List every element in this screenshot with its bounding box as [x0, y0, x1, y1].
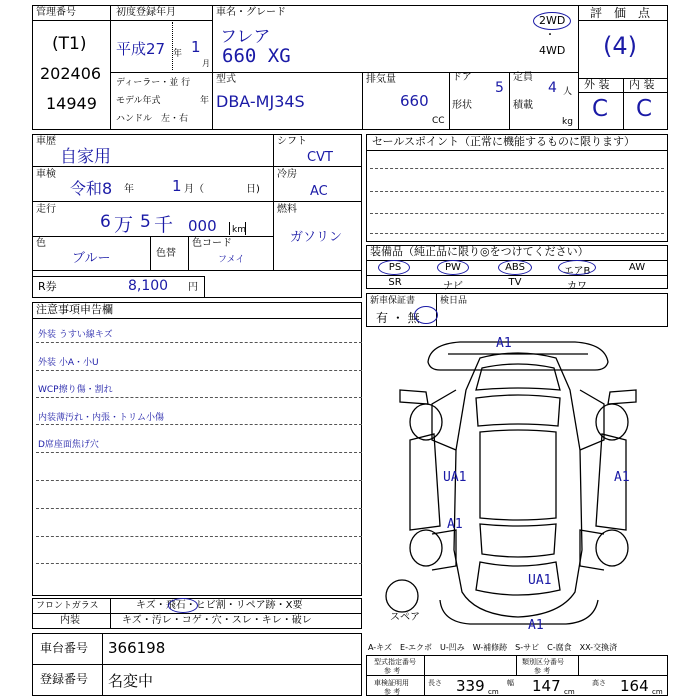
type-designation-sub: 参 考	[384, 667, 401, 675]
notes-line	[36, 508, 362, 509]
mileage-sen-unit: 千	[154, 214, 174, 236]
capacity-label: 定員	[513, 72, 533, 83]
warranty-date-label: 検日品	[440, 296, 468, 306]
recycle-amount: 8,100	[128, 278, 169, 294]
sales-line	[370, 191, 664, 192]
equipment-pw: PW	[445, 262, 461, 273]
inspection-label: 車検	[36, 169, 56, 180]
height-label: 高さ	[592, 679, 606, 687]
registration-value: 名変中	[108, 672, 154, 690]
inspection-era: 令和8	[70, 179, 113, 198]
cc-unit: CC	[432, 116, 445, 126]
chassis-label: 車台番号	[40, 641, 89, 655]
notes-line	[36, 480, 362, 481]
spare-label: スペア	[390, 612, 420, 623]
equipment-ps: PS	[388, 262, 402, 273]
width-unit: cm	[564, 688, 575, 696]
mgmt-label: 管理番号	[36, 7, 76, 18]
cert-sub: 参 考	[384, 688, 401, 696]
inspection-month-unit: 月（	[184, 184, 204, 195]
mileage-rest: 000	[188, 217, 217, 235]
height-unit: cm	[652, 688, 663, 696]
interior-defect-label: 内装	[60, 615, 80, 626]
cooling-label: 冷房	[277, 169, 297, 180]
color-value: ブルー	[72, 251, 111, 266]
divider	[32, 236, 273, 237]
divider	[424, 655, 425, 696]
length-unit: cm	[488, 688, 499, 696]
capacity-unit: 人	[563, 87, 573, 97]
notes-line	[36, 397, 362, 398]
mgmt-code: (T1)	[52, 34, 87, 54]
type-designation-label: 型式指定番号	[374, 658, 416, 666]
notes-item: 外装 うすい線キズ	[38, 330, 113, 340]
model-code: DBA-MJ34S	[216, 92, 305, 111]
displacement: 660	[400, 92, 429, 110]
dealer-label: ディーラー・並 行	[116, 78, 191, 88]
sales-line	[370, 233, 664, 234]
notes-line	[36, 424, 362, 425]
header-frame	[32, 5, 668, 130]
equipment-tv: TV	[508, 277, 522, 288]
first-reg-month: 1	[191, 38, 201, 56]
registration-label: 登録番号	[40, 672, 89, 686]
mileage-man-unit: 万	[114, 214, 134, 236]
divider	[110, 5, 111, 130]
inspection-month: 1	[172, 177, 182, 195]
notes-line	[36, 342, 362, 343]
first-reg-label: 初度登録年月	[116, 7, 176, 18]
divider	[110, 20, 212, 21]
front-glass-options: キズ・飛石・ヒビ割・リペア跡・X要	[136, 600, 303, 611]
notes-item: WCP擦り傷・割れ	[38, 385, 113, 395]
color-label: 色	[36, 238, 46, 249]
warranty-circle	[414, 306, 438, 324]
color-code: フメイ	[218, 255, 245, 265]
equipment-abs-circle	[498, 260, 532, 275]
notes-item: D席座面焦げ穴	[38, 440, 99, 450]
drive-4wd: 4WD	[539, 44, 566, 57]
equipment-sr: SR	[388, 277, 402, 288]
notes-line	[36, 563, 362, 564]
front-glass-circle	[168, 598, 198, 613]
divider	[150, 236, 151, 270]
warranty-value: 有 ・ 無	[376, 311, 420, 325]
notes-line	[36, 452, 362, 453]
model-year-unit: 年	[200, 96, 210, 106]
divider	[32, 20, 111, 21]
doors-label: ドア	[452, 72, 472, 83]
height-value: 164	[620, 677, 649, 695]
notes-line	[36, 536, 362, 537]
recycle-unit: 円	[188, 282, 198, 293]
divider	[32, 613, 362, 614]
score: (4)	[603, 32, 637, 60]
notes-line	[36, 370, 362, 371]
category-label: 類別区分番号	[522, 658, 564, 666]
warranty-label: 新車保証書	[370, 296, 416, 306]
front-glass-label: フロントガラス	[36, 601, 99, 611]
recycle-label: R券	[38, 280, 57, 293]
exterior-grade: C	[592, 96, 609, 122]
damage-mark: UA1	[443, 470, 467, 485]
divider	[32, 664, 362, 665]
width-value: 147	[532, 677, 561, 695]
divider	[32, 318, 362, 319]
damage-mark: A1	[528, 618, 544, 633]
mileage-man: 6	[100, 212, 111, 232]
width-label: 幅	[507, 679, 514, 687]
inspection-day-unit: 日)	[246, 184, 260, 195]
score-label: 評 価 点	[590, 6, 651, 20]
category-sub: 参 考	[534, 667, 551, 675]
grade: 660 XG	[222, 45, 291, 67]
equipment-airbag-circle	[558, 260, 596, 275]
sales-title: セールスポイント（正常に機能するものに限ります）	[372, 135, 636, 148]
divider	[366, 275, 668, 276]
sales-line	[370, 213, 664, 214]
divider	[245, 222, 246, 235]
capacity: 4	[548, 80, 557, 96]
equipment-aw: AW	[628, 262, 646, 273]
divider	[516, 655, 517, 675]
divider	[212, 5, 213, 130]
equipment-pw-circle	[437, 260, 469, 275]
shape-label: 形状	[452, 100, 472, 111]
drive-dot: ・	[545, 30, 555, 41]
chassis-number: 366198	[108, 639, 166, 657]
divider	[366, 150, 668, 151]
damage-mark: UA1	[528, 573, 552, 588]
car-name: フレア	[220, 27, 271, 47]
history-value: 自家用	[60, 147, 111, 167]
divider	[623, 78, 624, 130]
divider	[110, 72, 212, 73]
mgmt-num1: 202406	[40, 64, 102, 83]
divider	[229, 222, 230, 235]
divider	[188, 236, 189, 270]
inspection-year-unit: 年	[124, 184, 134, 195]
divider	[578, 655, 579, 675]
mileage-unit: km	[232, 225, 246, 235]
length-label: 長さ	[428, 679, 442, 687]
damage-mark: A1	[447, 517, 463, 532]
divider	[366, 675, 668, 676]
divider	[578, 20, 668, 21]
interior-defect-options: キズ・汚レ・コゲ・穴・スレ・キレ・破レ	[122, 615, 312, 626]
damage-mark: A1	[496, 336, 512, 351]
divider	[172, 22, 173, 70]
history-label: 車歴	[36, 136, 56, 147]
exterior-label: 外 装	[584, 78, 610, 91]
equipment-abs: ABS	[505, 262, 525, 273]
equipment-leather: カワ	[567, 281, 587, 292]
cert-label: 車検証明用	[374, 679, 409, 687]
equipment-title: 装備品（純正品に限り◎をつけてください）	[370, 245, 589, 258]
notes-item: 内装薄汚れ・内張・トリム小傷	[38, 413, 165, 423]
divider	[578, 5, 579, 130]
shift-label: シフト	[277, 136, 307, 147]
load-unit: kg	[562, 117, 573, 127]
equipment-ps-circle	[378, 260, 410, 275]
mgmt-num2: 14949	[46, 94, 97, 113]
divider	[273, 201, 362, 202]
interior-label: 内 装	[629, 78, 655, 91]
drive-2wd: 2WD	[539, 14, 566, 27]
sales-line	[370, 168, 664, 169]
displacement-label: 排気量	[366, 74, 396, 85]
divider	[273, 134, 274, 270]
equipment-navi: ナビ	[443, 281, 463, 292]
first-reg-era: 平成27	[116, 40, 166, 58]
cooling-value: AC	[310, 184, 328, 199]
year-unit: 年	[173, 49, 183, 59]
length-value: 339	[456, 677, 485, 695]
mileage-sen: 5	[140, 212, 151, 232]
car-name-label: 車名・グレード	[216, 7, 286, 18]
interior-grade: C	[636, 96, 653, 122]
model-year-label: モデル年式	[116, 96, 161, 106]
notes-item: 外装 小A・小U	[38, 358, 99, 368]
notes-title: 注意事項申告欄	[36, 303, 113, 316]
handle-label: ハンドル 左・右	[116, 114, 189, 124]
divider	[449, 72, 450, 130]
month-unit: 月	[202, 59, 210, 68]
mileage-label: 走行	[36, 204, 56, 215]
repaint-label: 色替	[156, 248, 176, 259]
fuel-label: 燃料	[277, 204, 297, 215]
equipment-airbag: エアB	[563, 266, 591, 277]
divider	[32, 270, 362, 271]
divider	[273, 166, 362, 167]
divider	[32, 201, 273, 202]
color-code-label: 色コード	[192, 238, 232, 249]
fuel-value: ガソリン	[290, 230, 343, 245]
doors: 5	[495, 80, 504, 96]
divider	[362, 72, 363, 130]
type-label: 型式	[216, 74, 236, 85]
damage-mark: A1	[614, 470, 630, 485]
recycle-box	[32, 276, 205, 298]
divider	[509, 72, 510, 130]
damage-legend: A-キズ E-エクボ U-凹み W-補修跡 S-サビ C-腐食 XX-交換済	[368, 643, 618, 652]
load-label: 積載	[513, 100, 533, 111]
shift-value: CVT	[307, 150, 333, 165]
